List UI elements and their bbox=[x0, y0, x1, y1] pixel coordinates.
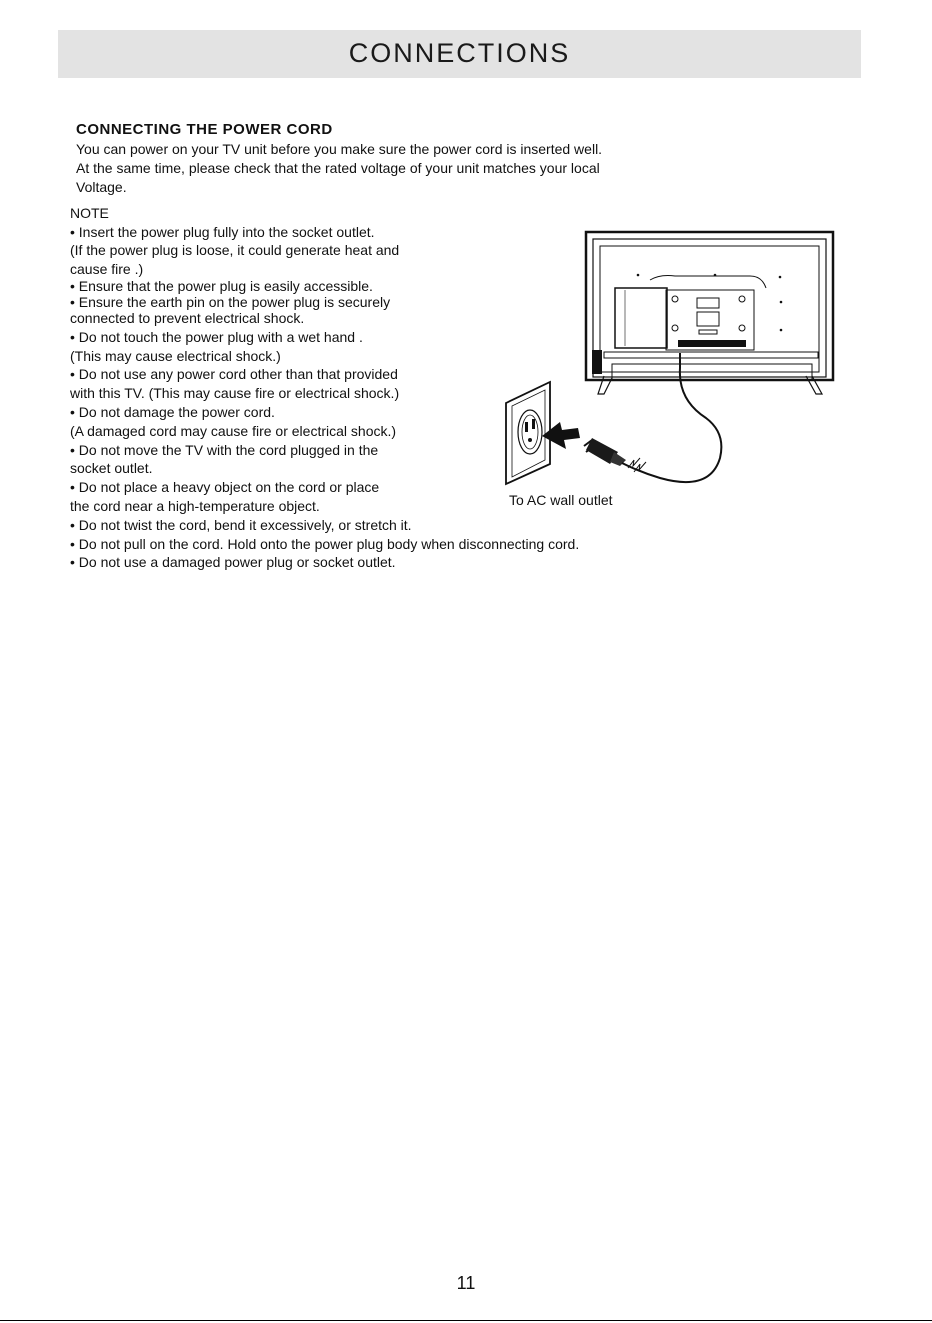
note-line: connected to prevent electrical shock. bbox=[70, 310, 305, 326]
tv-power-illustration bbox=[500, 228, 840, 488]
section-title: CONNECTING THE POWER CORD bbox=[76, 121, 333, 138]
note-line: • Insert the power plug fully into the socket outlet. bbox=[70, 224, 375, 240]
note-line: • Do not place a heavy object on the cord or place bbox=[70, 479, 380, 495]
note-line: (A damaged cord may cause fire or electrical shock.) bbox=[70, 423, 397, 439]
note-line: (This may cause electrical shock.) bbox=[70, 348, 281, 364]
wall-outlet-illustration bbox=[506, 382, 550, 484]
bottom-rule bbox=[0, 1320, 932, 1321]
page-title: CONNECTIONS bbox=[348, 38, 571, 68]
note-line: • Do not move the TV with the cord plugged in the bbox=[70, 442, 379, 458]
power-plug-illustration bbox=[584, 438, 626, 466]
note-line: • Do not touch the power plug with a wet hand . bbox=[70, 329, 363, 345]
tv-back-illustration bbox=[586, 232, 833, 394]
intro-line: At the same time, please check that the rated voltage of your unit matches your local bbox=[76, 160, 600, 176]
note-line: • Do not twist the cord, bend it excessively, or stretch it. bbox=[70, 517, 412, 533]
intro-line: You can power on your TV unit before you make sure the power cord is inserted well. bbox=[76, 141, 603, 157]
note-line: • Do not use any power cord other than that provided bbox=[70, 366, 398, 382]
note-line: cause fire .) bbox=[70, 261, 144, 277]
note-line: • Ensure the earth pin on the power plug is securely bbox=[70, 294, 391, 310]
note-line: • Ensure that the power plug is easily accessible. bbox=[70, 278, 373, 294]
note-line: the cord near a high-temperature object. bbox=[70, 498, 320, 514]
insert-arrow bbox=[542, 422, 580, 449]
note-label: NOTE bbox=[70, 205, 109, 221]
note-line: (If the power plug is loose, it could generate heat and bbox=[70, 242, 400, 258]
note-line: socket outlet. bbox=[70, 460, 153, 476]
page-number: 11 bbox=[456, 1273, 476, 1293]
note-line: • Do not pull on the cord. Hold onto the power plug body when disconnecting cord. bbox=[70, 536, 580, 552]
header-bar bbox=[58, 30, 861, 78]
note-line: with this TV. (This may cause fire or electrical shock.) bbox=[70, 385, 400, 401]
note-line: • Do not use a damaged power plug or socket outlet. bbox=[70, 554, 396, 570]
figure-caption: To AC wall outlet bbox=[509, 492, 613, 508]
intro-line: Voltage. bbox=[76, 179, 127, 195]
note-line: • Do not damage the power cord. bbox=[70, 404, 275, 420]
